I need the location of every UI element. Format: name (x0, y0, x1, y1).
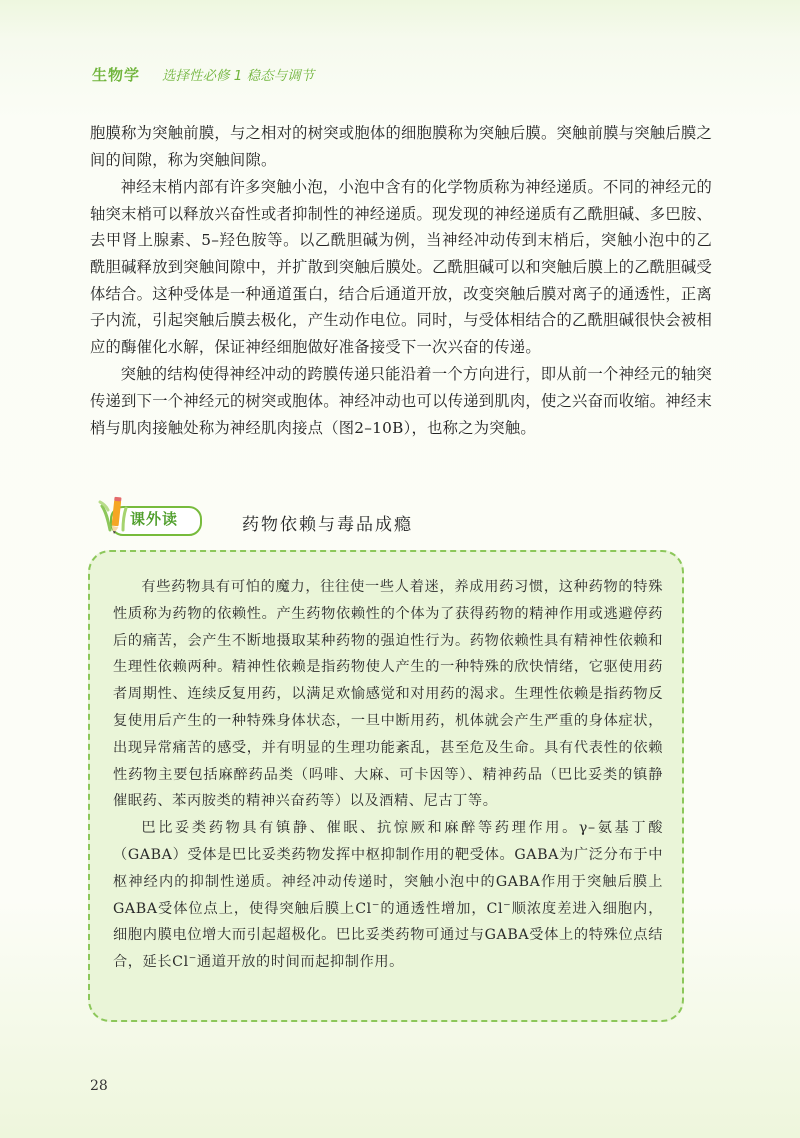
extra-paragraph-1: 有些药物具有可怕的魔力，往往使一些人着迷，养成用药习惯，这种药物的特殊性质称为药物的依赖性。产生药物依赖性的个体为了获得药物的精神作用或逃避停药后的痛苦，会产生不断地摄取某种药物的强迫性行为。药物依赖性具有精神性依赖和生理性依赖两种。精神性依赖是指药物使人产生的一种特殊的欣快情绪，它驱使用药者周期性、连续反复用药，以满足欢愉感觉和对用药的渴求。生理性依赖是指药物反复使用后产生的一种特殊身体状态，一旦中断用药，机体就会产生严重的身体症状，出现异常痛苦的感受，并有明显的生理功能紊乱，甚至危及生命。具有代表性的依赖性药物主要包括麻醉药品类（吗啡、大麻、可卡因等）、精神药品（巴比妥类的镇静催眠药、苯丙胺类的精神兴奋药等）以及酒精、尼古丁等。 (113, 579, 663, 810)
extra-reading-title: 药物依赖与毒品成瘾 (242, 515, 413, 535)
chloride-superscript: − (188, 953, 197, 964)
chloride-superscript: − (371, 899, 380, 910)
chloride-superscript: − (503, 899, 512, 910)
extra-reading-label: 课外读 (130, 510, 179, 528)
page-number: 28 (90, 1078, 108, 1094)
main-text (90, 120, 712, 442)
extra-reading-header (90, 492, 510, 542)
paragraph-3: 突触的结构使得神经冲动的跨膜传递只能沿着一个方向进行，即从前一个神经元的轴突传递到下一个神经元的树突或胞体。神经冲动也可以传递到肌肉，使之兴奋而收缩。神经末梢与肌肉接触处称为神经肌肉接点（图2–10B），也称之为突触。 (90, 365, 712, 437)
paragraph-2: 神经末梢内部有许多突触小泡，小泡中含有的化学物质称为神经递质。不同的神经元的轴突末梢可以释放兴奋性或者抑制性的神经递质。现发现的神经递质有乙酰胆碱、多巴胺、去甲肾上腺素、5–羟色胺等。以乙酰胆碱为例，当神经冲动传到末梢后，突触小泡中的乙酰胆碱释放到突触间隙中，并扩散到突触后膜处。乙酰胆碱可以和突触后膜上的乙酰胆碱受体结合。这种受体是一种通道蛋白，结合后通道开放，改变突触后膜对离子的通透性，正离子内流，引起突触后膜去极化，产生动作电位。同时，与受体相结合的乙酰胆碱很快会被相应的酶催化水解，保证神经细胞做好准备接受下一次兴奋的传递。 (90, 178, 712, 356)
extra-paragraph-2-part-b: 的通透性增加，Cl (379, 900, 504, 917)
extra-paragraph-2-part-d: 通道开放的时间而起抑制作用。 (196, 954, 404, 971)
pencil-icon (96, 492, 132, 536)
running-header (92, 62, 314, 86)
header-volume: 选择性必修 1 稳态与调节 (162, 68, 315, 84)
header-subject: 生物学 (92, 65, 141, 84)
extra-paragraph-2 (113, 815, 663, 976)
extra-paragraph-2-part-c: 顺浓度差进入细胞内，细胞内膜电位增大而引起超极化。巴比妥类药物可通过与GABA受体上的特殊位点结合，延长Cl (113, 900, 664, 971)
extra-reading-text (113, 574, 663, 976)
paragraph-1: 胞膜称为突触前膜，与之相对的树突或胞体的细胞膜称为突触后膜。突触前膜与突触后膜之间的间隙，称为突触间隙。 (90, 124, 712, 169)
extra-paragraph-2-part-a: 巴比妥类药物具有镇静、催眠、抗惊厥和麻醉等药理作用。γ–氨基丁酸（GABA）受体是巴比妥类药物发挥中枢抑制作用的靶受体。GABA为广泛分布于中枢神经内的抑制性递质。神经冲动传递时，突触小泡中的GABA作用于突触后膜上GABA受体位点上，使得突触后膜上Cl (113, 820, 663, 917)
